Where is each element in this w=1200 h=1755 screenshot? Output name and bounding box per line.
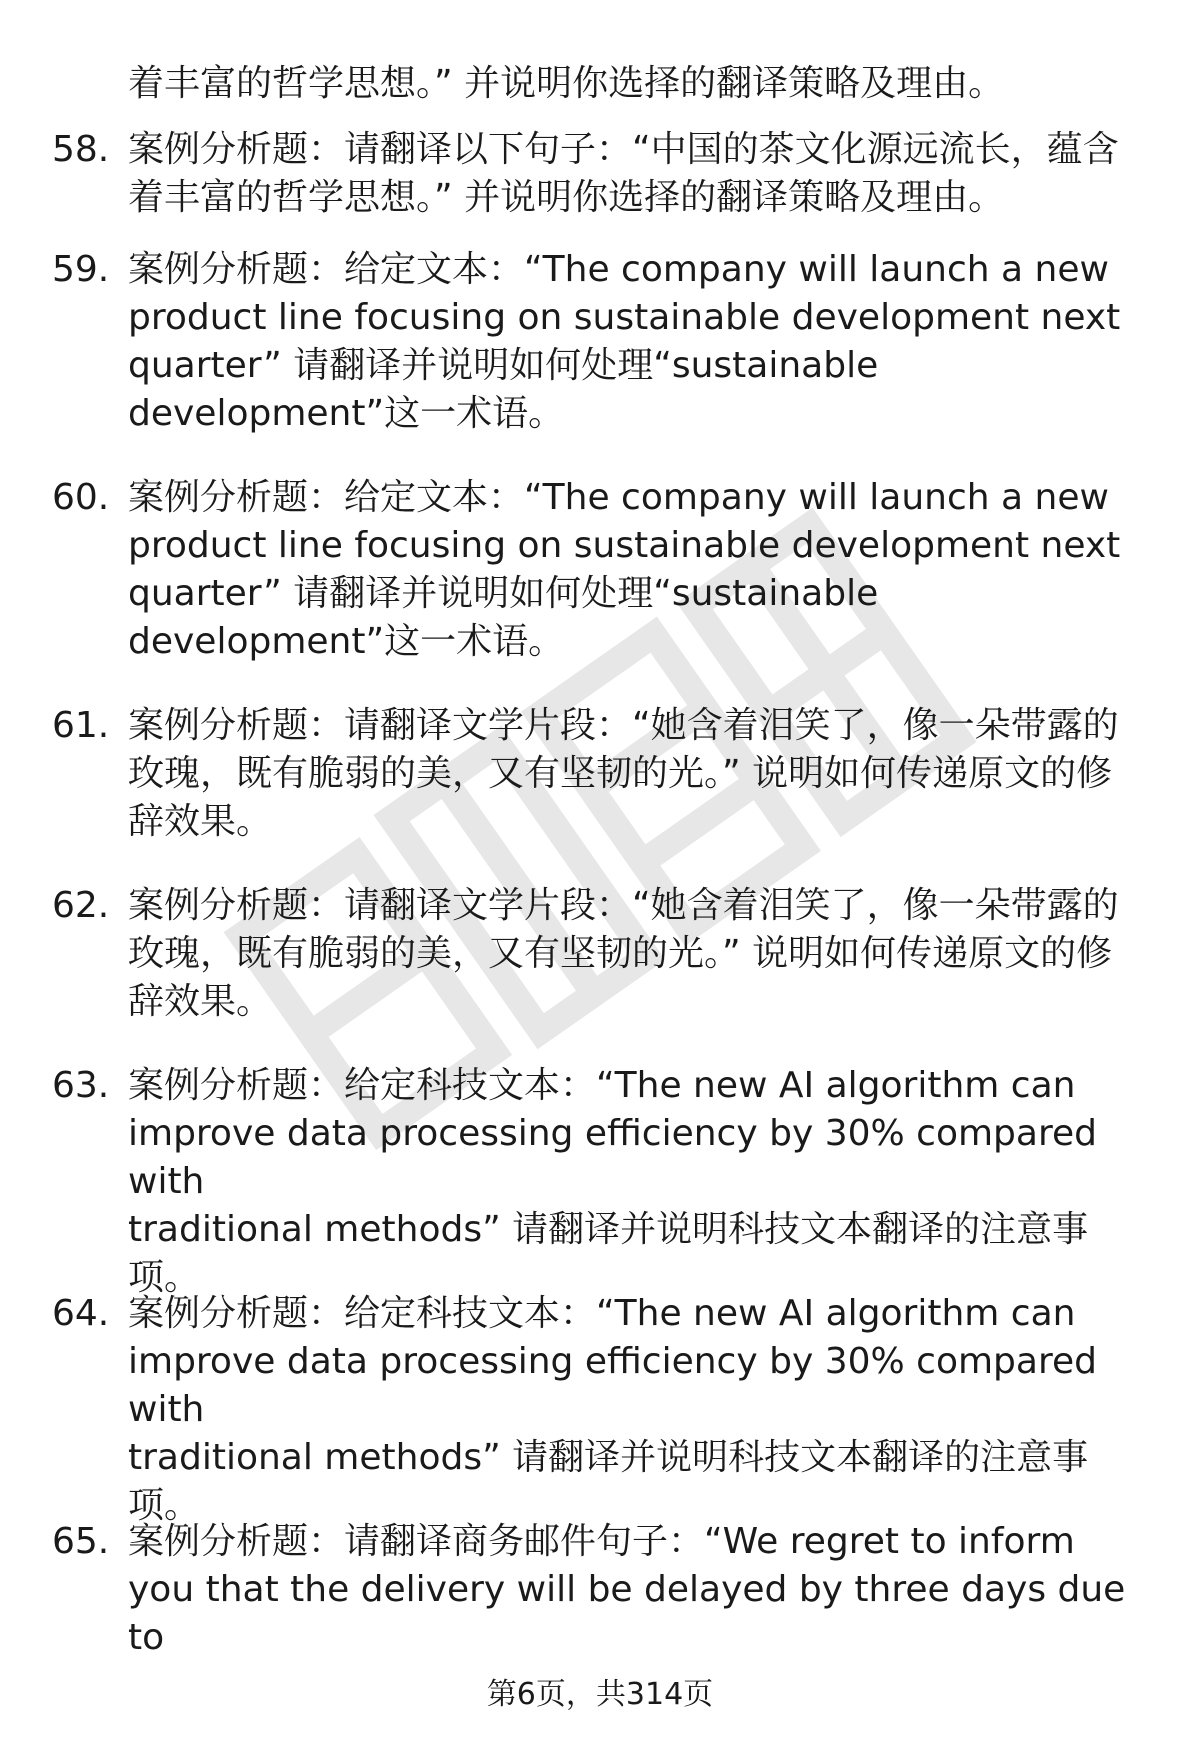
question-text bbox=[128, 246, 1158, 438]
question-number: 61. bbox=[52, 705, 110, 746]
question-line: improve data processing efficiency by 30% compared with bbox=[128, 1341, 1097, 1430]
question-number: 58. bbox=[52, 129, 110, 170]
question-text bbox=[128, 702, 1158, 846]
question-text bbox=[128, 1518, 1158, 1662]
question-line: product line focusing on sustainable development next bbox=[128, 525, 1121, 566]
question-number: 60. bbox=[52, 477, 110, 518]
question-number: 64. bbox=[52, 1293, 110, 1334]
question-line: 玫瑰，既有脆弱的美，又有坚韧的光。” 说明如何传递原文的修 bbox=[128, 933, 1113, 974]
question-line: 项。 bbox=[128, 1257, 201, 1298]
question-line: 案例分析题：给定科技文本：“The new AI algorithm can bbox=[128, 1293, 1076, 1334]
question-line: 案例分析题：请翻译文学片段：“她含着泪笑了，像一朵带露的 bbox=[128, 885, 1119, 926]
question-line: traditional methods” 请翻译并说明科技文本翻译的注意事 bbox=[128, 1437, 1089, 1478]
continuation-line: 着丰富的哲学思想。” 并说明你选择的翻译策略及理由。 bbox=[128, 63, 1005, 104]
question-text bbox=[128, 882, 1158, 1026]
question-line: 辞效果。 bbox=[128, 801, 273, 842]
question-number: 59. bbox=[52, 249, 110, 290]
question-line: 玫瑰，既有脆弱的美，又有坚韧的光。” 说明如何传递原文的修 bbox=[128, 753, 1113, 794]
question-line: 案例分析题：请翻译文学片段：“她含着泪笑了，像一朵带露的 bbox=[128, 705, 1119, 746]
question-line: 案例分析题：给定文本：“The company will launch a new bbox=[128, 249, 1109, 290]
question-line: 案例分析题：请翻译以下句子：“中国的茶文化源远流长，蕴含 bbox=[128, 129, 1119, 170]
question-text bbox=[128, 1062, 1158, 1302]
question-line: 着丰富的哲学思想。” 并说明你选择的翻译策略及理由。 bbox=[128, 177, 1005, 218]
question-line: traditional methods” 请翻译并说明科技文本翻译的注意事 bbox=[128, 1209, 1089, 1250]
question-text bbox=[128, 126, 1158, 222]
question-number: 63. bbox=[52, 1065, 110, 1106]
question-line: 案例分析题：给定文本：“The company will launch a new bbox=[128, 477, 1109, 518]
question-line: you that the delivery will be delayed by three days due to bbox=[128, 1569, 1126, 1658]
question-line: product line focusing on sustainable development next bbox=[128, 297, 1121, 338]
question-line: 辞效果。 bbox=[128, 981, 273, 1022]
question-line: quarter” 请翻译并说明如何处理“sustainable bbox=[128, 345, 879, 386]
question-number: 65. bbox=[52, 1521, 110, 1562]
question-text bbox=[128, 474, 1158, 666]
question-line: development”这一术语。 bbox=[128, 621, 565, 662]
question-line: quarter” 请翻译并说明如何处理“sustainable bbox=[128, 573, 879, 614]
page-footer: 第6页，共314页 bbox=[486, 1677, 714, 1712]
question-number: 62. bbox=[52, 885, 110, 926]
question-line: 项。 bbox=[128, 1485, 201, 1526]
question-line: 案例分析题：请翻译商务邮件句子：“We regret to inform bbox=[128, 1521, 1075, 1562]
question-text bbox=[128, 1290, 1158, 1530]
question-line: development”这一术语。 bbox=[128, 393, 565, 434]
question-line: improve data processing efficiency by 30% compared with bbox=[128, 1113, 1097, 1202]
question-line: 案例分析题：给定科技文本：“The new AI algorithm can bbox=[128, 1065, 1076, 1106]
